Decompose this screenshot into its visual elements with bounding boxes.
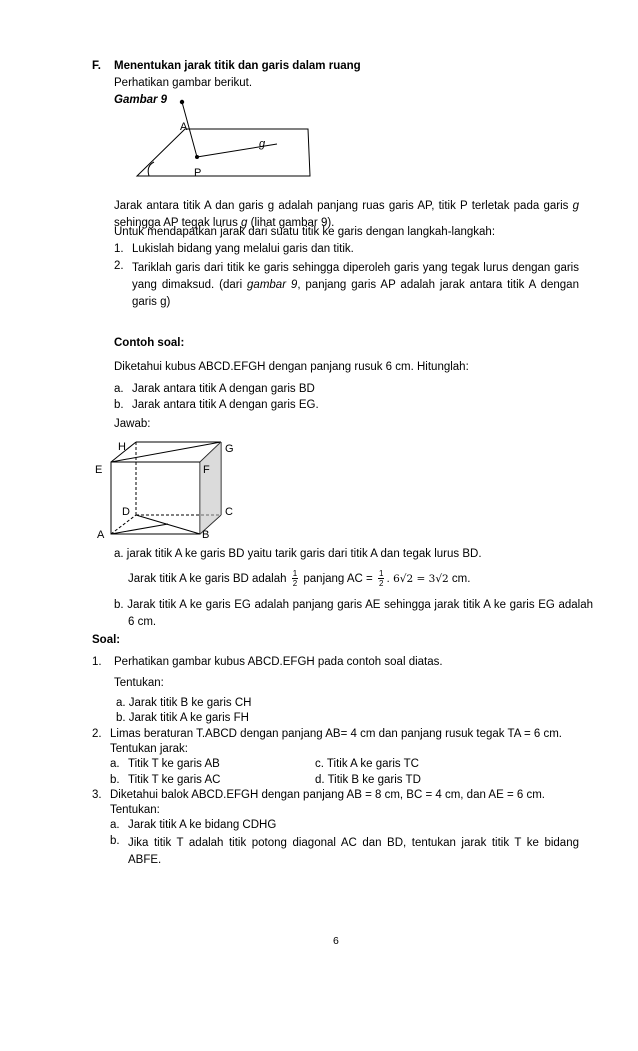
label-P: P [194, 167, 202, 179]
q2-text: Limas beraturan T.ABCD dengan panjang AB= 4 cm dan panjang rusuk tegak TA = 6 cm. [110, 728, 562, 740]
q1-sub: Tentukan: [114, 677, 164, 689]
q1-item-b: b. Jarak titik A ke garis FH [116, 712, 249, 724]
q3-item-a-letter: a. [110, 819, 120, 831]
figure-9-diagram [125, 96, 325, 188]
exercises-title: Soal: [92, 634, 121, 646]
q3-sub: Tentukan: [110, 804, 160, 816]
cube-label-A: A [97, 529, 105, 541]
answer-label: Jawab: [114, 418, 151, 430]
q2-item-a-text: Titik T ke garis AB [128, 758, 220, 770]
section-title: Menentukan jarak titik dan garis dalam ruang [114, 60, 361, 72]
q3-text: Diketahui balok ABCD.EFGH dengan panjang AB = 8 cm, BC = 4 cm, dan AE = 6 cm. [110, 789, 545, 801]
q2-sub: Tentukan jarak: [110, 743, 188, 755]
point-A-dot [180, 100, 184, 104]
q2-item-c-text: c. Titik A ke garis TC [315, 758, 419, 770]
label-g: g [259, 138, 266, 150]
cube-label-H: H [118, 441, 126, 453]
example-item-b-letter: b. [114, 399, 124, 411]
q2-num: 2. [92, 728, 102, 740]
cube-diagram [88, 436, 248, 542]
example-title: Contoh soal: [114, 337, 185, 349]
q3-item-a-text: Jarak titik A ke bidang CDHG [128, 819, 277, 831]
figure-caption: Gambar 9 [114, 94, 168, 106]
cube-label-D: D [122, 506, 130, 518]
q3-item-b-text: Jika titik T adalah titik potong diagonal AC dan BD, tentukan jarak titik T ke bidang ABFE. [128, 837, 579, 866]
label-A: A [180, 121, 188, 133]
step-2-text: Tariklah garis dari titik ke garis sehingga diperoleh garis yang tegak lurus dengan garis yang dimaksud. (dari gambar 9, panjang garis AP adalah jarak antara titik A dengan garis g) [132, 262, 579, 308]
cube-label-C: C [225, 506, 233, 518]
q2-item-a-letter: a. [110, 758, 120, 770]
example-item-b-text: Jarak antara titik A dengan garis EG. [132, 399, 319, 411]
q2-item-b-letter: b. [110, 774, 120, 786]
example-statement: Diketahui kubus ABCD.EFGH dengan panjang rusuk 6 cm. Hitunglah: [114, 361, 469, 373]
paragraph-steps-intro: Untuk mendapatkan jarak dari suatu titik ke garis dengan langkah-langkah: [114, 226, 496, 238]
step-2-num: 2. [114, 260, 124, 272]
answer-b: b. Jarak titik A ke garis EG adalah panjang garis AE sehingga jarak titik A ke garis EG adalah 6 cm. [114, 599, 593, 628]
example-item-a-letter: a. [114, 383, 124, 395]
section-letter: F. [92, 60, 101, 72]
answer-a: a. jarak titik A ke garis BD yaitu tarik garis dari titik A dan tegak lurus BD. [114, 548, 482, 560]
cube-shaded-face [200, 442, 221, 534]
q3-num: 3. [92, 789, 102, 801]
q2-item-b-text: Titik T ke garis AC [128, 774, 221, 786]
answer-a-calculation: Jarak titik A ke garis BD adalah $\frac{1}{2}$ panjang AC = $\frac{1}{2}$ . 6√2 = 3√2 cm. [128, 569, 471, 589]
q1-num: 1. [92, 656, 102, 668]
q1-text: Perhatikan gambar kubus ABCD.EFGH pada contoh soal diatas. [114, 656, 443, 668]
cube-label-G: G [225, 443, 234, 455]
q2-item-d-text: d. Titik B ke garis TD [315, 774, 421, 786]
cube-label-B: B [202, 529, 210, 541]
cube-label-E: E [95, 464, 103, 476]
cube-front-face [111, 462, 200, 534]
q1-item-a: a. Jarak titik B ke garis CH [116, 697, 252, 709]
example-item-a-text: Jarak antara titik A dengan garis BD [132, 383, 315, 395]
step-1-text: Lukislah bidang yang melalui garis dan titik. [132, 243, 354, 255]
page-number: 6 [333, 935, 339, 947]
q3-item-b-letter: b. [110, 835, 120, 847]
step-1-num: 1. [114, 243, 124, 255]
section-intro: Perhatikan gambar berikut. [114, 77, 253, 89]
paragraph-distance-definition: Jarak antara titik A dan garis g adalah panjang ruas garis AP, titik P terletak pada garis g sehingga AP tegak lurus g (lihat gambar 9). [114, 200, 579, 229]
segment-A-to-BD [111, 524, 168, 534]
cube-label-F: F [203, 464, 210, 476]
